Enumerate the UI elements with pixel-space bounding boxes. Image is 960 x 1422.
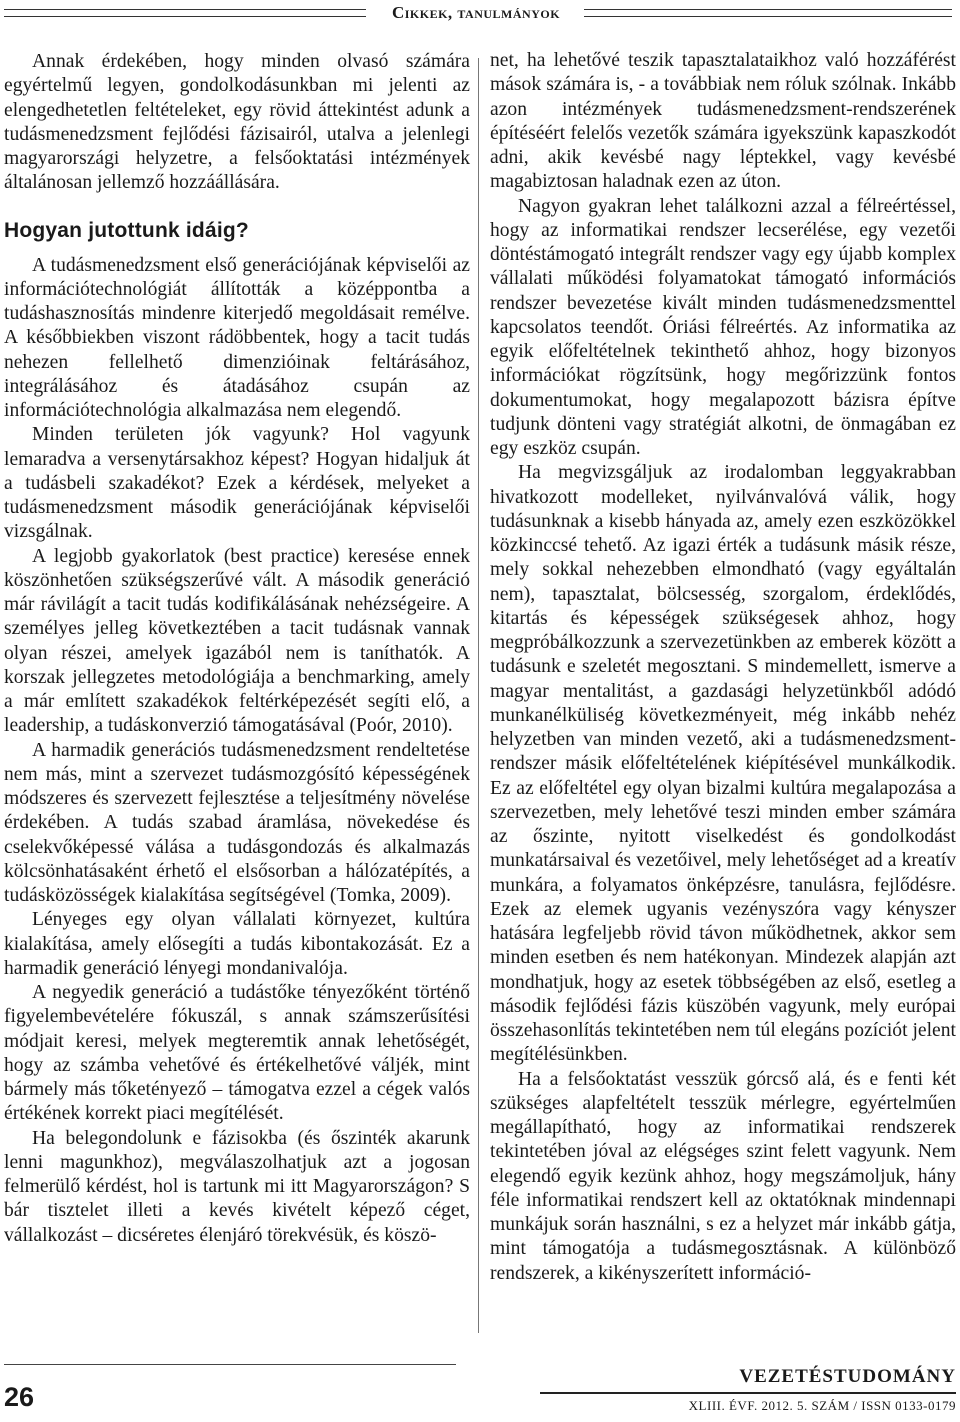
header-rule-left bbox=[4, 9, 366, 17]
footer-rule-left bbox=[4, 1364, 456, 1365]
issue-info: XLIII. ÉVF. 2012. 5. SZÁM / ISSN 0133-0179 bbox=[688, 1398, 956, 1413]
body-paragraph: Ha megvizsgáljuk az irodalomban leggyakrabban hivatkozott modelleket, nyilvánvalóvá válik, hogy tudásunknak a kisebb hányada az, amely ezen eszközökkel közkinccsé tehető. Az igazi érték a tudásunk másik része, mely sokkal nehezebben elmondható (vagy egyáltalán nem), tapasztalat, bölcsesség, szorgalom, érdeklődés, kitartás és képességek szükségesek ahhoz, hogy megpróbálkozzunk a szervezetünkben az emberek között a tudásunk e szeletét megosztani. S mindemellett, ismerve a magyar mentalitást, a gazdasági helyzetünkből adódó munkanélküliség következményeit, még inkább nehéz helyzetben van minden vezető, aki a tudásmenedzsment-rendszer másik előfeltételének kiépítésével munkálkodik. Ez az előfeltétel egy olyan bizalmi kultúra megalapozása a szervezetben, mely lehetővé teszi minden ember számára az őszinte, nyitott viselkedést és gondolkodást munkatársaival és vezetőivel, mely lehetőséget ad a kreatív munkára, a folyamatos önképzésre, tanulásra, fejlődésre. Ezek az elemek ugyanis vezényszóra vagy kényszer hatására legfeljebb rövid távon működhetnek, akkor sem minden esetben és nem hatékonyan. Mindezek alapján azt mondhatjuk, hogy az esetek többségében az első, esetleg a második fejlődési fázis küszöbén vagyunk, mely európai összehasonlítás tekintetében nem túl elegáns pozíciót jelent megítélésünkben. bbox=[490, 462, 956, 1066]
right-column bbox=[490, 49, 956, 1286]
running-header bbox=[0, 0, 960, 26]
left-column bbox=[4, 50, 470, 1248]
footer-rule-right bbox=[540, 1392, 956, 1394]
continued-paragraph: net, ha lehetővé teszik tapasztalataikhoz való hozzáférést mások számára is, - a továbbiak nem róluk szólnak. Inkább azon intézmények tudásmenedzsment-rendszerének építéséért felelős vezetők számára igyekszünk kapaszkodót adni, akik kevésbé nagy léptekkel, vagy kevésbé magabiztosan haladnak ezen az úton. bbox=[490, 50, 956, 193]
page-number: 26 bbox=[4, 1382, 35, 1412]
journal-title: VEZETÉSTUDOMÁNY bbox=[739, 1366, 956, 1387]
body-paragraph: A tudásmenedzsment első generációjának képviselői az információtechnológiát állították a középpontba a tudáshasznosítás mindenre kiterjedő megoldásait remélve. A későbbiekben viszont rádöbbentek, hogy a tacit tudás nehezen fellelhető dimenzióinak feltárásához, integrálásához és átadásához csupán az információtechnológia alkalmazása nem elegendő. bbox=[4, 254, 470, 421]
body-paragraph: A harmadik generációs tudásmenedzsment rendeltetése nem más, mint a szervezet tudásmozgósító képességének módszeres és szervezett fejlesztése a teljesítmény növelése érdekében. A tudás szabad áramlása, növekedése és cselekvőképessé válása a tudásgondozás és alkalmazás kölcsönhatásaként érhető el elsősorban a hálózatépítés, a tudásközösségek kialakítása segítségével (Tomka, 2009). bbox=[4, 739, 470, 906]
body-paragraph: A negyedik generáció a tudástőke tényezőként történő figyelembevételére fókuszál, s annak számszerűsítési módjait keresi, melyek megteremtik annak lehetőségét, hogy az számba vehetővé és értékelhetővé váljék, mint bármely más tőketényező – támogatva ezzel a cégek valós értékének korrekt piaci megítélését. bbox=[4, 982, 470, 1125]
body-paragraph: Ha belegondolunk e fázisokba (és őszinték akarunk lenni magunkhoz), megválaszolhatjuk azt a jogosan felmerülő kérdést, hol is tartunk mi itt Magyarországon? S bár tisztelet illeti a kevés kivételt képező céget, vállalkozást – dicséretes élenjáró törekvésük, és köszö- bbox=[4, 1127, 470, 1246]
body-paragraph: Lényeges egy olyan vállalati környezet, kultúra kialakítása, amely elősegíti a tudás kibontakozását. Ez a harmadik generáció lényegi mondanivalója. bbox=[4, 909, 470, 979]
body-paragraph: Minden területen jók vagyunk? Hol vagyunk lemaradva a versenytársakhoz képest? Hogyan hidaljuk át a tudásbeli szakadékot? Ezek a kérdések, melyeket a tudásmenedzsment második generációjának képviselői vizsgálnak. bbox=[4, 424, 470, 543]
section-heading: Hogyan jutottunk idáig? bbox=[4, 218, 249, 242]
column-divider bbox=[478, 58, 479, 1333]
body-paragraph: A legjobb gyakorlatok (best practice) keresése ennek köszönhetően szükségszerűvé vált. A második generáció már rávilágít a tacit tudás kodifikálásának nehézségeire. A személyes jelleg következtében a tacit tudásnak vannak olyan részei, amelyek igazából nem is taníthatók. A korszak jellegzetes metodológiája a benchmarking, amely a már említett szakadékok feltérképezését segíti elő, a leadership, a tudáskonverzió támogatásával (Poór, 2010). bbox=[4, 545, 470, 737]
body-paragraph: Nagyon gyakran lehet találkozni azzal a félreértéssel, hogy az informatikai rendszer lecserélése, egy vezetői döntéstámogató integrált rendszer vagy egy újabb komplex vállalati működési folyamatokat támogató információs rendszer bevezetése kivált minden tudásmenedzsmenttel kapcsolatos teendőt. Óriási félreértés. Az informatika az egyik előfeltételnek tekinthető ahhoz, hogy bizonyos információkat rögzítsünk, hogy megőrizzünk fontos dokumentumokat, hogy megalapozott bázisra építve tudjunk dönteni vagy stratégiát alkotni, de önmagában ez egy eszköz csupán. bbox=[490, 195, 956, 459]
section-title: Cikkek, tanulmányok bbox=[391, 3, 561, 22]
intro-paragraph: Annak érdekében, hogy minden olvasó számára egyértelmű legyen, gondolkodásunkban mi jelenti az elengedhetetlen feltételeket, egy rövid áttekintést adunk a tudásmenedzsment fejlődési fázisairól, utalva a jelenlegi magyarországi helyzetre, a felsőoktatási intézmények általánosan jellemző hozzáállására. bbox=[4, 51, 470, 194]
header-rule-right bbox=[584, 9, 952, 17]
body-paragraph: Ha a felsőoktatást vesszük górcső alá, és e fenti két szükséges alapfeltételt tesszük mérlegre, egyértelműen megállapítható, hogy az informatikai rendszerek tekintetében jóval az elégséges szint felett vagyunk. Nem elegendő egyik kezünk ahhoz, hogy megszámoljuk, hány féle informatikai rendszert kell az oktatóknak mindennapi munkájuk során használni, s ez a helyzet már inkább gátja, mint támogatója a tudásmegosztásnak. A különböző rendszerek, a kikényszerített információ- bbox=[490, 1068, 956, 1284]
